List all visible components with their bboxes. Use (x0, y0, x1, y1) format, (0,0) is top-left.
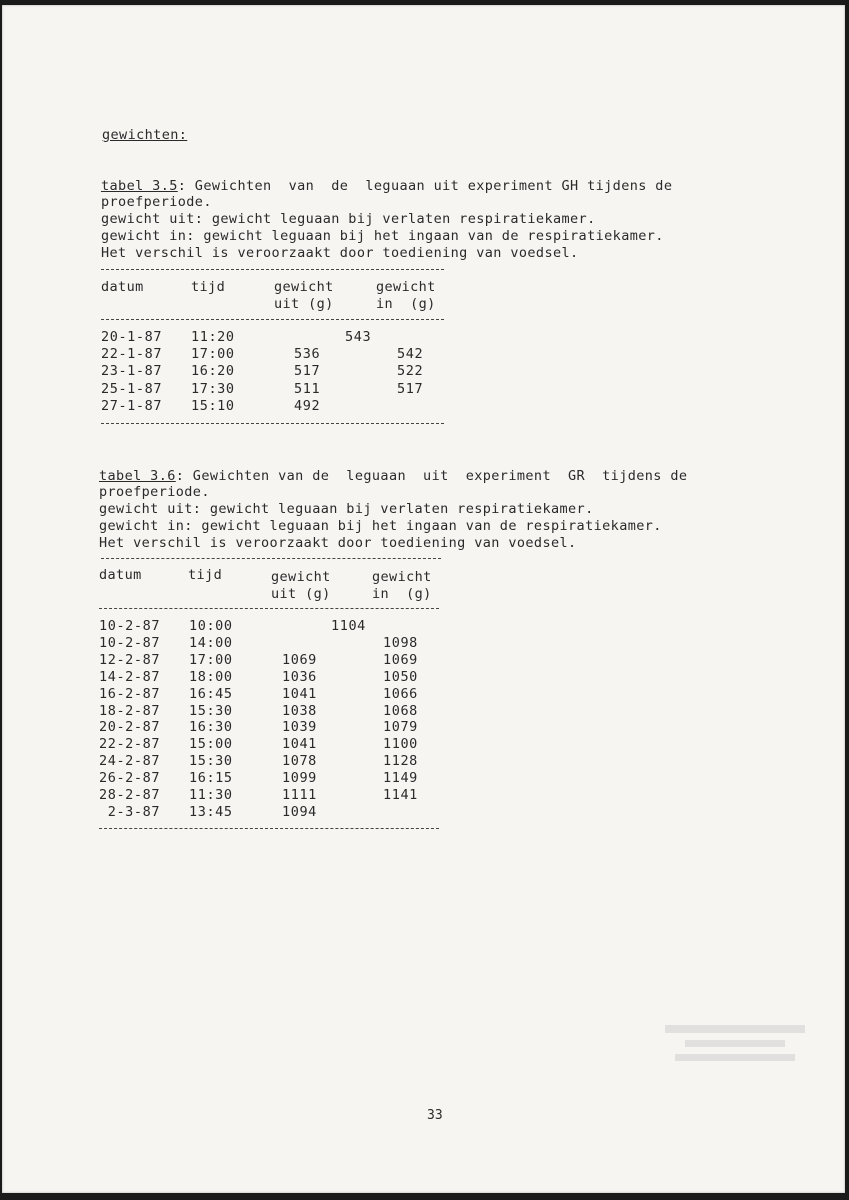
cell-gewicht-uit: 1078 (282, 753, 317, 770)
cell-gewicht-uit: 517 (294, 363, 321, 380)
table1-caption-label: tabel 3.5 (101, 178, 178, 194)
cell-datum: 16-2-87 (99, 685, 161, 702)
table2-note-verschil: Het verschil is veroorzaakt door toediening van voedsel. (99, 535, 577, 551)
cell-gewicht-in: 1079 (383, 719, 418, 736)
table1-header-uit-g: uit (g) (274, 296, 334, 312)
cell-tijd: 15:10 (191, 397, 235, 414)
table2-header-datum: datum (99, 567, 142, 583)
cell-gewicht-in: 517 (397, 380, 424, 397)
cell-tijd: 16:20 (191, 363, 235, 380)
section-heading: gewichten: (102, 127, 188, 143)
table2-note-in: gewicht in: gewicht leguaan bij het ingaan van de respiratiekamer. (99, 518, 662, 534)
cell-gewicht-uit: 1039 (282, 719, 317, 736)
table1-rule-mid (101, 319, 444, 320)
table1-header-gewicht-uit: gewicht (274, 279, 334, 295)
cell-datum: 18-2-87 (99, 702, 161, 719)
cell-datum: 20-1-87 (101, 329, 163, 345)
cell-tijd: 15:00 (189, 736, 233, 753)
table1-note-verschil: Het verschil is veroorzaakt door toediening van voedsel. (101, 245, 579, 261)
cell-tijd: 17:00 (189, 651, 233, 668)
cell-gewicht-in: 1068 (383, 702, 418, 719)
cell-datum: 14-2-87 (99, 668, 161, 685)
cell-tijd: 10:00 (189, 618, 233, 634)
table1-header-datum: datum (101, 279, 144, 295)
cell-datum: 10-2-87 (99, 618, 161, 634)
cell-tijd: 11:30 (189, 787, 233, 803)
table1-note-in: gewicht in: gewicht leguaan bij het ingaan van de respiratiekamer. (101, 228, 664, 244)
cell-gewicht-uit: 536 (294, 346, 321, 363)
cell-datum: 27-1-87 (101, 397, 163, 414)
table2-caption-line2: proefperiode. (99, 484, 210, 500)
table1-caption-line2: proefperiode. (101, 194, 212, 210)
cell-gewicht-uit: 1036 (282, 668, 317, 685)
cell-tijd: 14:00 (189, 634, 233, 651)
table1-rule-top (101, 269, 444, 270)
cell-datum: 12-2-87 (99, 651, 161, 668)
cell-gewicht-uit: 1099 (282, 770, 317, 787)
cell-gewicht-in: 1098 (383, 634, 418, 651)
cell-datum: 22-2-87 (99, 736, 161, 753)
cell-tijd: 15:30 (189, 702, 233, 719)
cell-gewicht-in: 1050 (383, 668, 418, 685)
cell-gewicht-in: 1066 (383, 685, 418, 702)
cell-tijd: 17:00 (191, 346, 235, 363)
cell-tijd: 13:45 (189, 803, 233, 820)
cell-tijd: 15:30 (189, 753, 233, 770)
cell-tijd: 16:15 (189, 770, 233, 787)
cell-gewicht-uit: 1041 (282, 685, 317, 702)
cell-gewicht-single: 1104 (331, 618, 366, 634)
table2-header-gewicht-in: gewicht (372, 569, 432, 585)
cell-tijd: 11:20 (191, 329, 235, 345)
cell-datum: 10-2-87 (99, 634, 161, 651)
cell-datum: 20-2-87 (99, 719, 161, 736)
cell-gewicht-in: 542 (397, 346, 424, 363)
cell-gewicht-in: 1141 (383, 787, 418, 803)
document-page (2, 5, 845, 1193)
cell-tijd: 18:00 (189, 668, 233, 685)
cell-gewicht-uit: 1038 (282, 702, 317, 719)
cell-datum: 22-1-87 (101, 346, 163, 363)
cell-gewicht-in: 522 (397, 363, 424, 380)
table2-rule-bottom (99, 828, 439, 829)
table2-note-uit: gewicht uit: gewicht leguaan bij verlaten respiratiekamer. (99, 501, 594, 517)
table2-rule-top (101, 558, 441, 559)
table2-rule-mid (99, 608, 439, 609)
cell-datum: 25-1-87 (101, 380, 163, 397)
table2-caption-rest: : Gewichten van de leguaan uit experiment GR tijdens de (175, 468, 688, 484)
table1-caption-line1 (101, 178, 672, 195)
cell-gewicht-uit: 1094 (282, 803, 317, 820)
cell-tijd: 17:30 (191, 380, 235, 397)
table1-header-tijd: tijd (191, 279, 226, 295)
cell-gewicht-in: 1100 (383, 736, 418, 753)
table1-caption-rest: : Gewichten van de leguaan uit experiment GH tijdens de (177, 178, 673, 194)
cell-gewicht-uit: 492 (294, 397, 321, 414)
cell-tijd: 16:45 (189, 685, 233, 702)
table1-note-uit: gewicht uit: gewicht leguaan bij verlaten respiratiekamer. (101, 211, 596, 227)
cell-datum: 24-2-87 (99, 753, 161, 770)
table1-header-in-g: in (g) (376, 296, 436, 312)
cell-gewicht-in: 1149 (383, 770, 418, 787)
cell-datum: 28-2-87 (99, 787, 161, 803)
table2-caption-line1 (99, 468, 687, 485)
table1-rule-bottom (101, 423, 444, 424)
table2-header-tijd: tijd (188, 567, 223, 583)
cell-gewicht-uit: 511 (294, 380, 321, 397)
cell-gewicht-in: 1069 (383, 651, 418, 668)
cell-datum: 23-1-87 (101, 363, 163, 380)
table2-header-gewicht-uit: gewicht (271, 569, 331, 585)
table2-caption-label: tabel 3.6 (99, 468, 176, 484)
cell-gewicht-uit: 1041 (282, 736, 317, 753)
page-number: 33 (427, 1108, 443, 1123)
cell-gewicht-uit: 1111 (282, 787, 317, 803)
faint-stamp (655, 1020, 815, 1070)
table1-header-gewicht-in: gewicht (376, 279, 436, 295)
cell-tijd: 16:30 (189, 719, 233, 736)
table2-header-in-g: in (g) (372, 586, 432, 602)
cell-gewicht-uit: 1069 (282, 651, 317, 668)
cell-datum: 26-2-87 (99, 770, 161, 787)
cell-gewicht-single: 543 (345, 329, 372, 345)
table2-header-uit-g: uit (g) (271, 586, 331, 602)
cell-gewicht-in: 1128 (383, 753, 418, 770)
cell-datum: 2-3-87 (99, 803, 161, 820)
